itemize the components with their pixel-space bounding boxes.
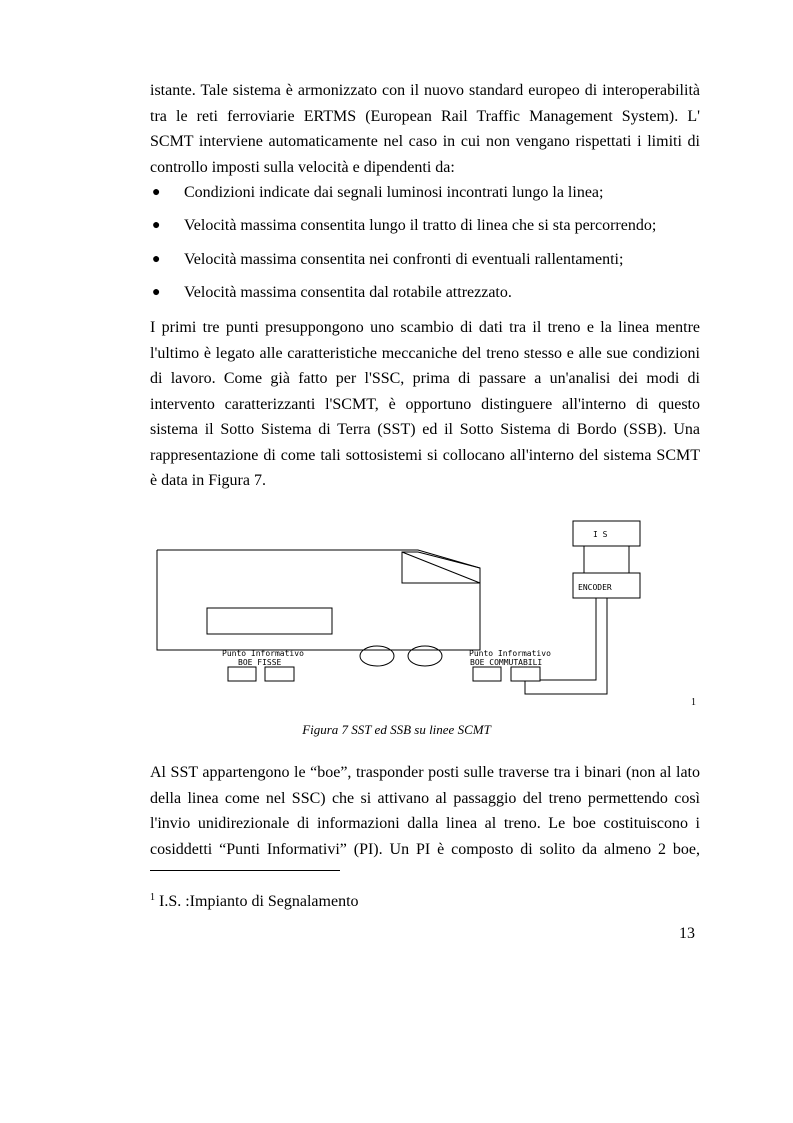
footnote-text: I.S. :Impianto di Segnalamento: [159, 893, 359, 910]
paragraph-3-line-1: Al SST appartengono le “boe”, trasponder posti sulle traverse tra i binari (non al lato: [150, 764, 700, 781]
figure-footnote-marker: 1: [691, 697, 696, 708]
figure-caption: Figura 7 SST ed SSB su linee SCMT: [302, 722, 491, 737]
balise-fixed: [265, 667, 294, 681]
bullet-item-1: Condizioni indicate dai segnali luminosi incontrati lungo la linea;: [184, 184, 604, 201]
paragraph-3-line-2: della linea come nel SSC) che si attivano al passaggio del treno permettendo così: [150, 789, 700, 807]
paragraph-1-line-3: SCMT interviene automaticamente nel caso in cui non vengano rispettati i limiti di: [150, 133, 700, 150]
fixed-label-1: Punto Informativo: [222, 649, 304, 658]
paragraph-2-line-1: I primi tre punti presuppongono uno scambio di dati tra il treno e la linea mentre: [150, 319, 700, 336]
is-label: I S: [593, 530, 608, 539]
bullet-item-3: Velocità massima consentita nei confronti di eventuali rallentamenti;: [184, 251, 624, 268]
fixed-label-2: BOE FISSE: [238, 658, 282, 667]
switch-label-1: Punto Informativo: [469, 649, 551, 658]
paragraph-3-line-4: cosiddetti “Punti Informativi” (PI). Un PI è composto di solito da almeno 2 boe,: [150, 840, 700, 858]
train-side-panel: [207, 608, 332, 634]
page-number: 13: [679, 925, 695, 942]
encoder-label: ENCODER: [578, 583, 612, 592]
paragraph-2-line-3: di lavoro. Come già fatto per l'SSC, prima di passare a un'analisi dei modi di: [150, 370, 700, 387]
footnote-marker: 1: [150, 892, 155, 903]
paragraph-2-line-5: sistema il Sotto Sistema di Terra (SST) ed il Sotto Sistema di Bordo (SSB). Una: [150, 421, 700, 438]
paragraph-3-line-3: l'invio unidirezionale di informazioni dalla linea al treno. Le boe costituiscono i: [150, 815, 700, 832]
balise-fixed: [228, 667, 256, 681]
bullet-item-4: Velocità massima consentita dal rotabile attrezzato.: [184, 284, 512, 301]
footnote-separator: [150, 870, 340, 871]
footnote: [150, 892, 359, 911]
train-wheel: [408, 646, 442, 666]
paragraph-2-line-7: è data in Figura 7.: [150, 472, 266, 489]
paragraph-1-line-1: istante. Tale sistema è armonizzato con il nuovo standard europeo di interoperabilità: [150, 82, 700, 99]
balise-switchable: [473, 667, 501, 681]
bullet-item-2: Velocità massima consentita lungo il tratto di linea che si sta percorrendo;: [184, 217, 657, 234]
balise-switchable: [511, 667, 540, 681]
paragraph-2-line-2: l'ultimo è legato alle caratteristiche meccaniche del treno stesso e alle sue condizioni: [150, 344, 700, 362]
train-body: [157, 550, 480, 650]
paragraph-2-line-6: rappresentazione di come tali sottosistemi si collocano all'interno del sistema SCMT: [150, 446, 700, 464]
cable-1: [540, 598, 596, 680]
paragraph-1-line-4: controllo imposti sulla velocità e dipendenti da:: [150, 158, 455, 176]
switch-label-2: BOE COMMUTABILI: [470, 658, 543, 667]
bullet-dot: ●: [152, 185, 161, 200]
bullet-dot: ●: [152, 252, 161, 267]
bullet-dot: ●: [152, 218, 161, 233]
paragraph-1-line-2: tra le reti ferroviarie ERTMS (European Rail Traffic Management System). L': [150, 107, 700, 125]
train-wheel: [360, 646, 394, 666]
paragraph-2-line-4: intervento caratterizzanti l'SCMT, è opportuno distinguere all'interno di questo: [150, 395, 700, 413]
bullet-dot: ●: [152, 285, 161, 300]
